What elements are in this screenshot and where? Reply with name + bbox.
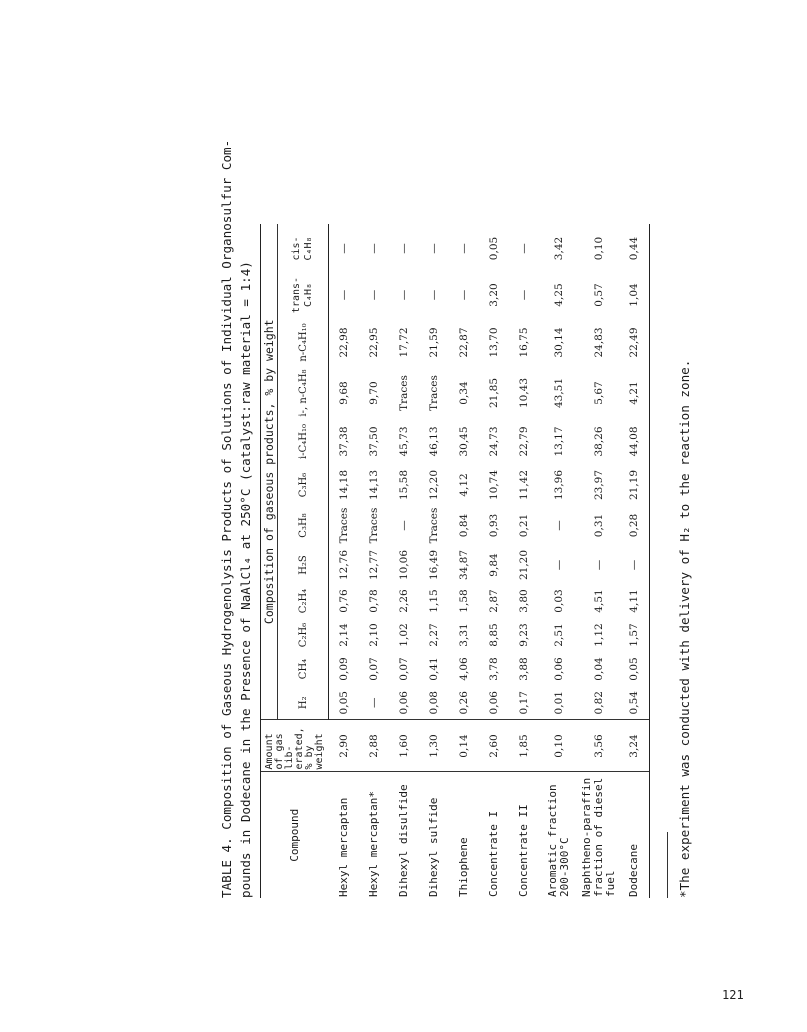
row-cell: 30,14 (552, 327, 565, 358)
row-cell: 3,31 (457, 623, 470, 647)
table-caption (217, 118, 255, 898)
row-cell: 0,54 (619, 686, 650, 720)
table-row (479, 224, 509, 898)
row-cell: 0,84 (457, 513, 470, 538)
row-cell: 0,28 (619, 505, 650, 546)
row-cell: — (397, 243, 410, 254)
row-cell: — (457, 289, 470, 301)
page-number: 121 (722, 988, 744, 1002)
row-cell: 1,30 (419, 720, 449, 772)
row-cell: 0,06 (389, 686, 419, 720)
header-col: C₃H₈ (278, 505, 329, 546)
row-compound: Concentrate I (486, 810, 500, 897)
row-cell: 12,76 (337, 549, 350, 581)
row-cell: 30,45 (457, 426, 470, 457)
row-cell: 5,67 (592, 381, 605, 405)
row-cell: 0,01 (539, 686, 579, 720)
row-cell: 24,73 (487, 426, 500, 457)
row-cell: — (552, 559, 565, 571)
row-cell: 22,79 (517, 426, 530, 457)
row-cell: 9,23 (517, 623, 530, 647)
row-cell: 0,07 (397, 657, 410, 681)
table-row (449, 224, 479, 898)
row-cell: 21,59 (427, 327, 440, 358)
row-cell: 44,08 (619, 418, 650, 465)
table-row (539, 224, 579, 898)
row-cell: 2,10 (367, 623, 380, 647)
row-cell: 2,87 (487, 589, 500, 613)
row-cell: 3,56 (579, 720, 619, 772)
row-cell: 23,97 (592, 469, 605, 501)
row-cell: 0,06 (552, 657, 565, 681)
row-cell: 0,78 (367, 589, 380, 613)
header-compound: Compound (261, 772, 329, 898)
row-cell: 17,72 (397, 327, 410, 358)
row-cell: 21,85 (487, 377, 500, 409)
footnote: *The experiment was conducted with delivery of H₂ to the reaction zone. (677, 359, 692, 898)
header-col: n-C₄H₁₀ (278, 317, 329, 368)
header-col: i-, n-C₄H₈ (278, 368, 329, 418)
row-cell: 1,85 (509, 720, 539, 772)
row-cell: 22,87 (457, 327, 470, 358)
row-cell: 0,03 (552, 589, 565, 613)
row-cell: — (427, 243, 440, 254)
row-cell: 0,21 (517, 513, 530, 538)
row-cell: 10,43 (517, 377, 530, 409)
row-cell: — (359, 686, 389, 720)
row-cell: 0,10 (592, 236, 605, 261)
row-cell: 43,51 (552, 377, 565, 409)
row-cell: 0,14 (449, 720, 479, 772)
row-cell: — (337, 243, 350, 254)
row-cell: 1,58 (457, 589, 470, 613)
row-cell: 3,80 (517, 589, 530, 613)
header-col: CH₄ (278, 652, 329, 686)
row-cell: 1,12 (592, 623, 605, 647)
table-row (389, 224, 419, 898)
row-cell: 4,21 (619, 368, 650, 418)
row-cell: 12,77 (367, 549, 380, 581)
row-cell: Traces (427, 375, 440, 411)
row-cell: — (367, 243, 380, 254)
row-cell: 3,20 (487, 283, 500, 307)
header-composition: Composition of gaseous products, % by weight (261, 224, 278, 720)
row-cell: 9,84 (487, 553, 500, 577)
row-compound: Dihexyl disulfide (396, 784, 410, 897)
row-cell: 0,10 (539, 720, 579, 772)
header-col: cis- C₄H₈ (278, 224, 329, 273)
row-cell: 22,95 (367, 327, 380, 358)
row-cell: 0,05 (487, 236, 500, 261)
row-compound: Hexyl mercaptan* (366, 791, 380, 897)
row-cell: 24,83 (592, 327, 605, 358)
row-cell: 0,08 (419, 686, 449, 720)
row-cell: 9,68 (337, 381, 350, 405)
row-compound: Naphtheno-paraffin fraction of diesel fuel (579, 777, 617, 897)
row-cell: 0,26 (449, 686, 479, 720)
row-cell: 38,26 (592, 426, 605, 457)
row-cell: 14,18 (337, 469, 350, 501)
row-cell: 4,25 (552, 283, 565, 307)
row-cell: 0,41 (427, 657, 440, 681)
header-amount: Amount of gas lib- erated, % by weight (261, 720, 329, 772)
row-cell: 1,04 (619, 273, 650, 317)
row-cell: — (397, 520, 410, 531)
header-col: i-C₄H₁₀ (278, 418, 329, 465)
row-cell: 37,50 (367, 426, 380, 457)
row-cell: 0,04 (592, 657, 605, 681)
row-cell: 13,17 (552, 426, 565, 457)
row-cell: 2,14 (337, 623, 350, 647)
row-cell: 1,02 (397, 623, 410, 647)
row-cell: 2,26 (397, 589, 410, 613)
row-cell: 0,93 (487, 513, 500, 538)
row-cell: 10,74 (487, 469, 500, 501)
row-cell: — (517, 243, 530, 254)
row-cell: 1,57 (619, 618, 650, 652)
row-cell: Traces (427, 507, 440, 544)
row-cell: 3,42 (552, 236, 565, 261)
row-cell: 0,05 (619, 652, 650, 686)
row-compound: Concentrate II (516, 804, 530, 897)
row-cell: 0,76 (337, 589, 350, 613)
row-cell: 2,88 (359, 720, 389, 772)
row-cell: — (552, 520, 565, 531)
row-cell: 4,12 (457, 473, 470, 497)
row-cell: 10,06 (397, 549, 410, 581)
row-cell: 16,75 (517, 327, 530, 358)
row-cell: — (367, 289, 380, 301)
row-cell: 2,90 (329, 720, 359, 772)
row-cell: Traces (337, 507, 350, 544)
row-cell: — (337, 289, 350, 301)
row-cell: 13,96 (552, 469, 565, 501)
header-col: trans- C₄H₈ (278, 273, 329, 317)
row-compound: Dodecane (619, 772, 650, 898)
row-cell: 2,60 (479, 720, 509, 772)
header-col: H₂ (278, 686, 329, 720)
row-cell: 0,34 (457, 381, 470, 405)
row-cell: 2,27 (427, 623, 440, 647)
row-cell: 22,98 (337, 327, 350, 358)
row-cell: 34,87 (457, 549, 470, 581)
row-cell: 0,05 (329, 686, 359, 720)
row-cell: 0,57 (592, 283, 605, 307)
row-cell: — (619, 546, 650, 584)
table-row (619, 224, 650, 898)
row-compound: Hexyl mercaptan (336, 797, 350, 897)
row-cell: 3,78 (487, 657, 500, 681)
row-cell: 11,42 (517, 469, 530, 501)
row-cell: 3,88 (517, 657, 530, 681)
row-cell: 9,70 (367, 381, 380, 405)
row-cell: 14,13 (367, 469, 380, 501)
row-cell: Traces (397, 375, 410, 411)
row-cell: 21,20 (517, 549, 530, 581)
row-cell: 1,60 (389, 720, 419, 772)
table-row (329, 224, 359, 898)
row-cell: 45,73 (397, 426, 410, 457)
header-col: C₃H₆ (278, 465, 329, 505)
row-compound: Aromatic fraction 200-300°C (545, 784, 571, 897)
row-cell: 4,06 (457, 657, 470, 681)
row-cell: Traces (367, 507, 380, 544)
row-cell: 12,20 (427, 469, 440, 501)
header-col: H₂S (278, 546, 329, 584)
row-cell: 0,07 (367, 657, 380, 681)
row-cell: 21,19 (619, 465, 650, 505)
row-cell: 13,70 (487, 327, 500, 358)
data-table (260, 224, 650, 898)
row-cell: 0,44 (619, 224, 650, 273)
row-compound: Thiophene (456, 837, 470, 897)
row-cell: 16,49 (427, 549, 440, 581)
caption-line-2: pounds in Dodecane in the Presence of NaAlCl₄ at 250°C (catalyst:raw material = 1:4) (238, 261, 253, 898)
row-cell: 0,82 (579, 686, 619, 720)
row-cell: 3,24 (619, 720, 650, 772)
row-cell: 4,51 (592, 589, 605, 613)
row-cell: 22,49 (619, 317, 650, 368)
row-cell: 0,09 (337, 657, 350, 681)
row-cell: — (397, 289, 410, 301)
header-col: C₂H₆ (278, 618, 329, 652)
table-row (509, 224, 539, 898)
row-cell: 15,58 (397, 469, 410, 501)
row-cell: 0,06 (479, 686, 509, 720)
row-cell: 46,13 (427, 426, 440, 457)
row-cell: — (427, 289, 440, 301)
footnote-rule (667, 832, 668, 898)
row-cell: 1,15 (427, 589, 440, 613)
table-row (419, 224, 449, 898)
row-cell: — (517, 289, 530, 301)
row-cell: 0,31 (592, 513, 605, 538)
row-compound: Dihexyl sulfide (426, 797, 440, 897)
row-cell: 4,11 (619, 584, 650, 618)
row-cell: — (592, 559, 605, 571)
caption-line-1: TABLE 4. Composition of Gaseous Hydrogenolysis Products of Solutions of Individual Organosulfur Com- (219, 139, 234, 898)
row-cell: 8,85 (487, 623, 500, 647)
row-cell: 0,17 (509, 686, 539, 720)
row-cell: — (457, 243, 470, 254)
rotated-page (215, 110, 775, 900)
row-cell: 2,51 (552, 623, 565, 647)
header-col: C₂H₄ (278, 584, 329, 618)
row-cell: 37,38 (337, 426, 350, 457)
table-row (359, 224, 389, 898)
table-row (579, 224, 619, 898)
